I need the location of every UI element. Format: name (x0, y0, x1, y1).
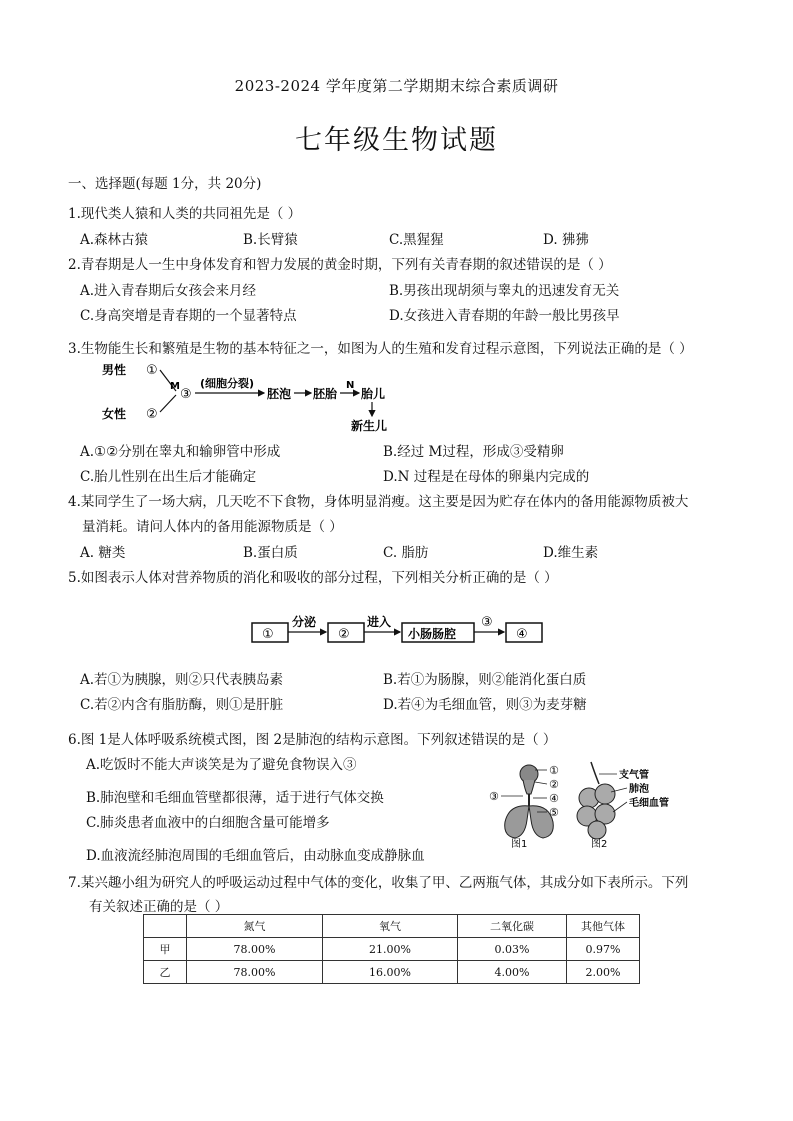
question-4-stem-line1: 4.某同学生了一场大病，几天吃不下食物，身体明显消瘦。这主要是因为贮存在体内的备用能源物质被大 (68, 494, 689, 510)
box-1: ① (262, 627, 274, 642)
table-cell: 2.00% (567, 961, 640, 984)
fig1-label-4: ④ (549, 792, 559, 805)
digestion-diagram (250, 610, 550, 646)
label-m: M (170, 381, 180, 392)
q4-option-c[interactable]: C. 脂肪 (383, 545, 429, 561)
table-header-cell: 氮气 (187, 915, 323, 938)
question-2-stem: 2.青春期是人一生中身体发育和智力发展的黄金时期，下列有关青春期的叙述错误的是（ ） (68, 257, 612, 273)
label-fetus: 胎儿 (361, 387, 386, 401)
fig1-label-3: ③ (489, 790, 499, 803)
arrow-3: ③ (481, 615, 493, 630)
fig2-label-bronchus: 支气管 (619, 770, 649, 781)
box-4: ④ (516, 627, 528, 642)
q3-option-b[interactable]: B.经过 M过程，形成③受精卵 (383, 444, 564, 460)
q4-option-a[interactable]: A. 糖类 (80, 545, 126, 561)
table-cell: 0.03% (458, 938, 567, 961)
table-cell: 78.00% (187, 961, 323, 984)
box-2: ② (338, 627, 350, 642)
q1-option-d[interactable]: D. 狒狒 (543, 232, 589, 248)
table-cell: 乙 (144, 961, 187, 984)
q3-option-c[interactable]: C.胎儿性别在出生后才能确定 (80, 469, 257, 485)
question-7-stem-line1: 7.某兴趣小组为研究人的呼吸运动过程中气体的变化，收集了甲、乙两瓶气体，其成分如下表所示。下列 (68, 875, 689, 891)
fig1-caption: 图1 (511, 839, 528, 848)
exam-subtitle: 2023-2024 学年度第二学期期末综合素质调研 (234, 77, 559, 95)
q4-option-d[interactable]: D.维生素 (543, 545, 599, 561)
q6-option-a[interactable]: A.吃饭时不能大声谈笑是为了避免食物误入③ (86, 757, 357, 773)
label-n1: ① (146, 363, 158, 378)
table-cell: 0.97% (567, 938, 640, 961)
label-n: N (346, 380, 355, 391)
q6-option-c[interactable]: C.肺炎患者血液中的白细胞含量可能增多 (86, 815, 330, 831)
arrow-secrete: 分泌 (292, 615, 317, 629)
q2-option-a[interactable]: A.进入青春期后女孩会来月经 (80, 283, 257, 299)
q5-option-d[interactable]: D.若④为毛细血管，则③为麦芽糖 (383, 697, 587, 713)
fig1-label-2: ② (549, 778, 559, 791)
q2-option-b[interactable]: B.男孩出现胡须与睾丸的迅速发育无关 (389, 283, 620, 299)
fig1-label-5: ⑤ (549, 806, 559, 819)
fig2-label-capillary: 毛细血管 (629, 798, 669, 809)
table-header-cell: 二氧化碳 (458, 915, 567, 938)
box-small-intestine: 小肠肠腔 (408, 627, 457, 641)
q2-option-c[interactable]: C.身高突增是青春期的一个显著特点 (80, 308, 297, 324)
table-cell: 16.00% (323, 961, 458, 984)
q3-option-d[interactable]: D.N 过程是在母体的卵巢内完成的 (383, 469, 590, 485)
reproduction-diagram (100, 360, 400, 436)
respiratory-figure (487, 760, 713, 848)
question-7-stem-line2: 有关叙述正确的是（ ） (89, 899, 229, 915)
q5-option-b[interactable]: B.若①为肠腺，则②能消化蛋白质 (383, 672, 587, 688)
table-header-row (144, 915, 640, 938)
label-female: 女性 (102, 407, 127, 421)
q6-option-d[interactable]: D.血液流经肺泡周围的毛细血管后，由动脉血变成静脉血 (86, 848, 425, 864)
label-newborn: 新生儿 (351, 419, 388, 433)
q6-option-b[interactable]: B.肺泡壁和毛细血管壁都很薄，适于进行气体交换 (86, 790, 384, 806)
gas-composition-table (143, 914, 640, 984)
q2-option-d[interactable]: D.女孩进入青春期的年龄一般比男孩早 (389, 308, 620, 324)
fig1-label-1: ① (549, 764, 559, 777)
arrow-enter: 进入 (367, 615, 392, 629)
q1-option-c[interactable]: C.黑猩猩 (389, 232, 444, 248)
table-row (144, 961, 640, 984)
table-cell: 4.00% (458, 961, 567, 984)
table-cell: 78.00% (187, 938, 323, 961)
question-6-stem: 6.图 1是人体呼吸系统模式图，图 2是肺泡的结构示意图。下列叙述错误的是（ ） (68, 732, 557, 748)
table-row (144, 938, 640, 961)
exam-title: 七年级生物试题 (295, 125, 498, 156)
section-heading: 一、选择题(每题 1分，共 20分) (68, 176, 262, 192)
q5-option-a[interactable]: A.若①为胰腺，则②只代表胰岛素 (80, 672, 284, 688)
table-cell: 甲 (144, 938, 187, 961)
question-1-stem: 1.现代类人猿和人类的共同祖先是（ ） (68, 206, 302, 222)
question-4-stem-line2: 量消耗。请问人体内的备用能源物质是（ ） (82, 519, 343, 535)
label-male: 男性 (102, 363, 127, 377)
fig2-label-alveolus: 肺泡 (629, 784, 649, 795)
label-blastocyst: 胚泡 (267, 387, 292, 401)
fig2-caption: 图2 (591, 839, 608, 848)
question-5-stem: 5.如图表示人体对营养物质的消化和吸收的部分过程，下列相关分析正确的是（ ） (68, 570, 558, 586)
label-n2: ② (146, 407, 158, 422)
q5-option-c[interactable]: C.若②内含有脂肪酶，则①是肝脏 (80, 697, 284, 713)
question-3-stem: 3.生物能生长和繁殖是生物的基本特征之一，如图为人的生殖和发育过程示意图，下列说法正确的是（ ） (68, 341, 693, 357)
label-n3: ③ (180, 387, 192, 402)
table-cell: 21.00% (323, 938, 458, 961)
q4-option-b[interactable]: B.蛋白质 (243, 545, 298, 561)
table-header-cell (144, 915, 187, 938)
table-header-cell: 其他气体 (567, 915, 640, 938)
label-cell-division: (细胞分裂) (200, 377, 255, 390)
q1-option-a[interactable]: A.森林古猿 (80, 232, 149, 248)
label-embryo: 胚胎 (313, 387, 338, 401)
table-header-cell: 氧气 (323, 915, 458, 938)
q3-option-a[interactable]: A.①②分别在睾丸和输卵管中形成 (80, 444, 281, 460)
q1-option-b[interactable]: B.长臂猿 (243, 232, 298, 248)
